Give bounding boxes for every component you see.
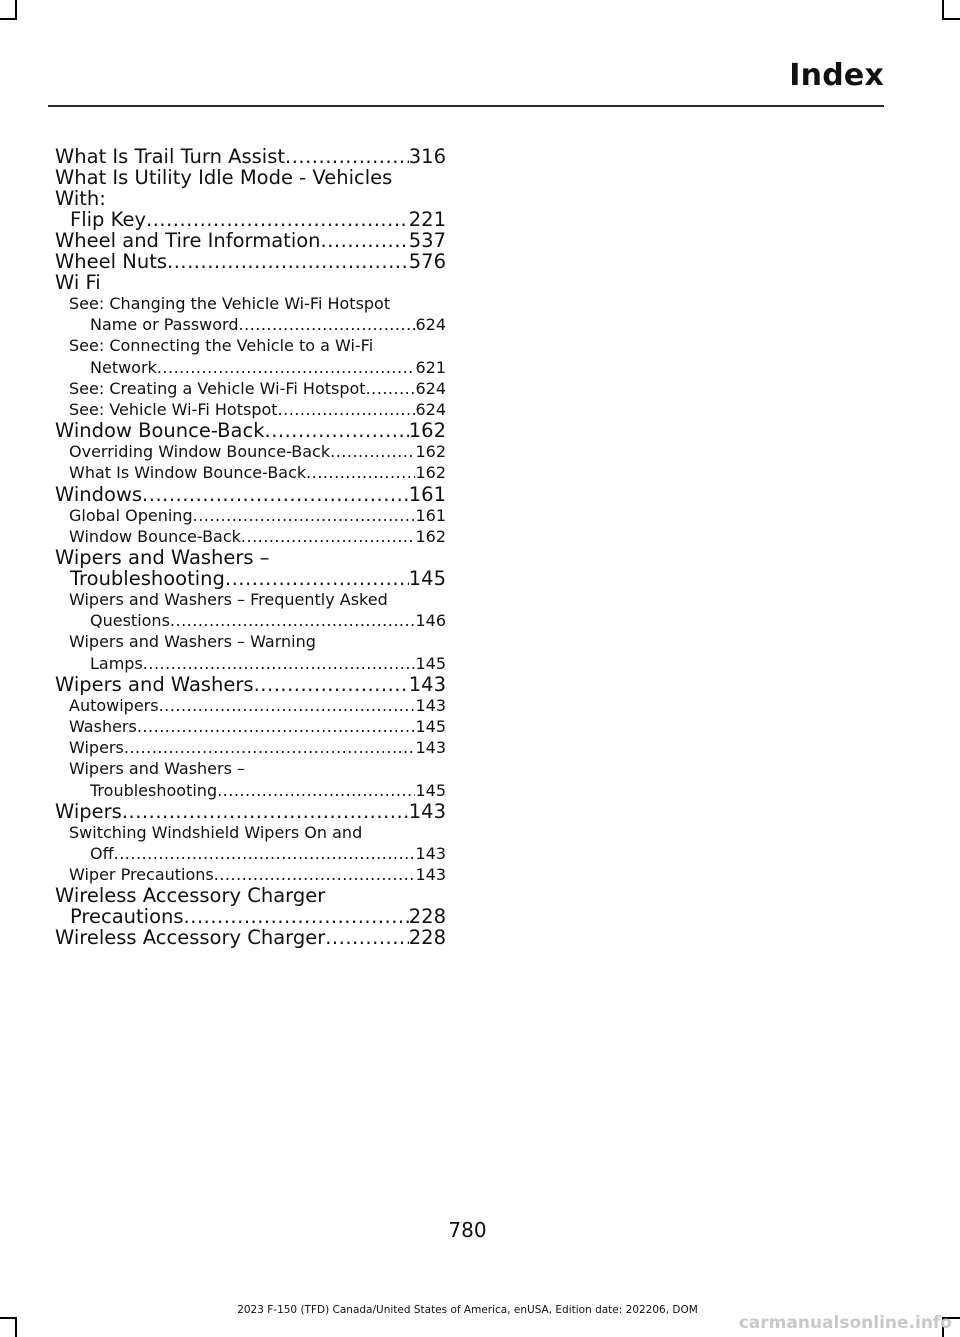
- entry-label: Wipers and Washers –: [69, 759, 246, 779]
- entry-label: Troubleshooting: [90, 780, 218, 800]
- dot-leader: [330, 441, 415, 462]
- entry-page-number: 228: [408, 926, 446, 950]
- index-entry[interactable]: [55, 251, 446, 272]
- index-entry[interactable]: [55, 146, 446, 167]
- dot-leader: [278, 399, 416, 420]
- dot-leader: [325, 927, 409, 948]
- index-subentry[interactable]: [55, 399, 446, 420]
- entry-label: Lamps: [90, 653, 143, 673]
- footer-edition-text: 2023 F-150 (TFD) Canada/United States of America, enUSA, Edition date: 202206, DOM: [237, 1304, 698, 1316]
- dot-leader: [143, 653, 416, 674]
- entry-page-number: 537: [408, 229, 446, 252]
- entry-page-number: 162: [408, 419, 446, 443]
- entry-label: Precautions: [70, 905, 184, 929]
- entry-label: Washers: [69, 717, 137, 737]
- entry-label: Wheel Nuts: [55, 250, 168, 273]
- entry-label: Wipers: [55, 799, 122, 823]
- entry-page-number: 228: [408, 905, 446, 929]
- entry-page-number: 143: [415, 738, 446, 758]
- entry-label: Wipers and Washers: [55, 672, 254, 696]
- index-entry[interactable]: [55, 167, 446, 230]
- index-list: [55, 146, 446, 948]
- entry-label: Autowipers: [69, 695, 159, 715]
- dot-leader: [285, 146, 409, 167]
- index-subentry[interactable]: [55, 462, 446, 483]
- entry-label: Wireless Accessory Charger: [55, 926, 326, 950]
- dot-leader: [265, 420, 409, 441]
- index-subentry[interactable]: [55, 335, 446, 377]
- dot-leader: [193, 505, 416, 526]
- entry-page-number: 146: [415, 611, 446, 631]
- entry-label: Windows: [55, 482, 143, 506]
- entry-label: See: Vehicle Wi-Fi Hotspot: [69, 400, 278, 420]
- entry-page-number: 621: [415, 357, 446, 377]
- entry-page-number: 624: [415, 315, 446, 335]
- index-subentry[interactable]: [55, 631, 446, 673]
- dot-leader: [146, 209, 409, 230]
- dot-leader: [366, 378, 416, 399]
- dot-leader: [217, 780, 415, 801]
- crop-mark: [0, 1317, 17, 1319]
- entry-label: Window Bounce-Back: [55, 419, 265, 443]
- dot-leader: [254, 674, 409, 695]
- entry-label: Wipers: [69, 738, 124, 758]
- entry-page-number: 221: [408, 208, 446, 231]
- entry-label: Network: [90, 357, 157, 377]
- index-entry[interactable]: [55, 674, 446, 695]
- entry-page-number: 145: [415, 780, 446, 800]
- index-subentry[interactable]: [55, 378, 446, 399]
- header-divider: [48, 105, 884, 107]
- entry-label: Questions: [90, 611, 170, 631]
- index-entry[interactable]: [55, 484, 446, 505]
- dot-leader: [170, 610, 416, 631]
- entry-label: Off: [90, 844, 114, 864]
- entry-page-number: 145: [408, 567, 446, 591]
- dot-leader: [238, 314, 415, 335]
- dot-leader: [241, 526, 416, 547]
- entry-label: Flip Key: [70, 208, 146, 231]
- entry-page-number: 162: [415, 463, 446, 483]
- entry-label: Wireless Accessory Charger: [55, 884, 326, 908]
- entry-page-number: 576: [408, 250, 446, 273]
- index-subentry[interactable]: [55, 505, 446, 526]
- entry-label: Overriding Window Bounce-Back: [69, 442, 331, 462]
- entry-page-number: 161: [408, 482, 446, 506]
- entry-page-number: 316: [408, 145, 446, 168]
- index-subentry[interactable]: [55, 758, 446, 800]
- index-entry[interactable]: [55, 885, 446, 927]
- index-subentry[interactable]: [55, 441, 446, 462]
- dot-leader: [124, 737, 416, 758]
- index-subentry[interactable]: [55, 716, 446, 737]
- dot-leader: [321, 230, 409, 251]
- entry-label: Wipers and Washers – Frequently Asked: [69, 590, 388, 610]
- dot-leader: [142, 484, 409, 505]
- watermark: carmanualsonline.info: [738, 1313, 952, 1333]
- index-subentry[interactable]: [55, 589, 446, 631]
- entry-page-number: 143: [415, 865, 446, 885]
- dot-leader: [184, 906, 409, 927]
- entry-label: What Is Utility Idle Mode - Vehicles With:: [55, 166, 393, 210]
- index-subentry[interactable]: [55, 864, 446, 885]
- dot-leader: [137, 716, 416, 737]
- index-entry[interactable]: [55, 801, 446, 822]
- index-entry[interactable]: [55, 420, 446, 441]
- page-number: 780: [448, 1218, 487, 1242]
- entry-page-number: 162: [415, 526, 446, 546]
- index-subentry[interactable]: [55, 737, 446, 758]
- crop-mark: [942, 18, 960, 20]
- dot-leader: [214, 864, 416, 885]
- entry-page-number: 162: [415, 442, 446, 462]
- entry-label: See: Changing the Vehicle Wi-Fi Hotspot: [69, 294, 391, 313]
- index-entry[interactable]: [55, 230, 446, 251]
- dot-leader: [159, 695, 416, 716]
- index-subentry[interactable]: [55, 695, 446, 716]
- index-subentry[interactable]: [55, 526, 446, 547]
- entry-label: Wipers and Washers –: [55, 546, 270, 570]
- entry-page-number: 143: [408, 672, 446, 696]
- entry-label: Name or Password: [90, 315, 239, 335]
- entry-label: Wi Fi: [55, 271, 101, 294]
- entry-label: See: Connecting the Vehicle to a Wi-Fi: [69, 336, 374, 356]
- entry-label: What Is Window Bounce-Back: [69, 463, 307, 483]
- entry-page-number: 143: [415, 695, 446, 715]
- entry-label: Wiper Precautions: [69, 865, 214, 885]
- index-subentry[interactable]: [55, 822, 446, 864]
- entry-label: Global Opening: [69, 505, 193, 525]
- entry-page-number: 624: [415, 400, 446, 420]
- dot-leader: [225, 568, 409, 589]
- entry-label: See: Creating a Vehicle Wi-Fi Hotspot: [69, 378, 366, 398]
- entry-page-number: 143: [408, 799, 446, 823]
- crop-mark: [15, 1317, 17, 1337]
- index-entry[interactable]: [55, 272, 446, 293]
- entry-label: Troubleshooting: [70, 567, 225, 591]
- dot-leader: [306, 462, 415, 483]
- entry-page-number: 161: [415, 505, 446, 525]
- dot-leader: [157, 357, 416, 378]
- index-entry[interactable]: [55, 547, 446, 589]
- entry-page-number: 624: [415, 378, 446, 398]
- entry-label: Wheel and Tire Information: [55, 229, 321, 252]
- index-entry[interactable]: [55, 927, 446, 948]
- dot-leader: [167, 251, 409, 272]
- entry-label: Window Bounce-Back: [69, 526, 241, 546]
- crop-mark: [15, 0, 17, 20]
- entry-page-number: 143: [415, 844, 446, 864]
- index-subentry[interactable]: [55, 293, 446, 335]
- crop-mark: [0, 18, 17, 20]
- dot-leader: [114, 843, 416, 864]
- entry-page-number: 145: [415, 717, 446, 737]
- entry-page-number: 145: [415, 653, 446, 673]
- dot-leader: [122, 801, 409, 822]
- entry-label: Wipers and Washers – Warning: [69, 632, 316, 652]
- page-title: Index: [789, 58, 884, 93]
- entry-label: What Is Trail Turn Assist: [55, 145, 286, 168]
- entry-label: Switching Windshield Wipers On and: [69, 822, 363, 842]
- crop-mark: [942, 0, 944, 20]
